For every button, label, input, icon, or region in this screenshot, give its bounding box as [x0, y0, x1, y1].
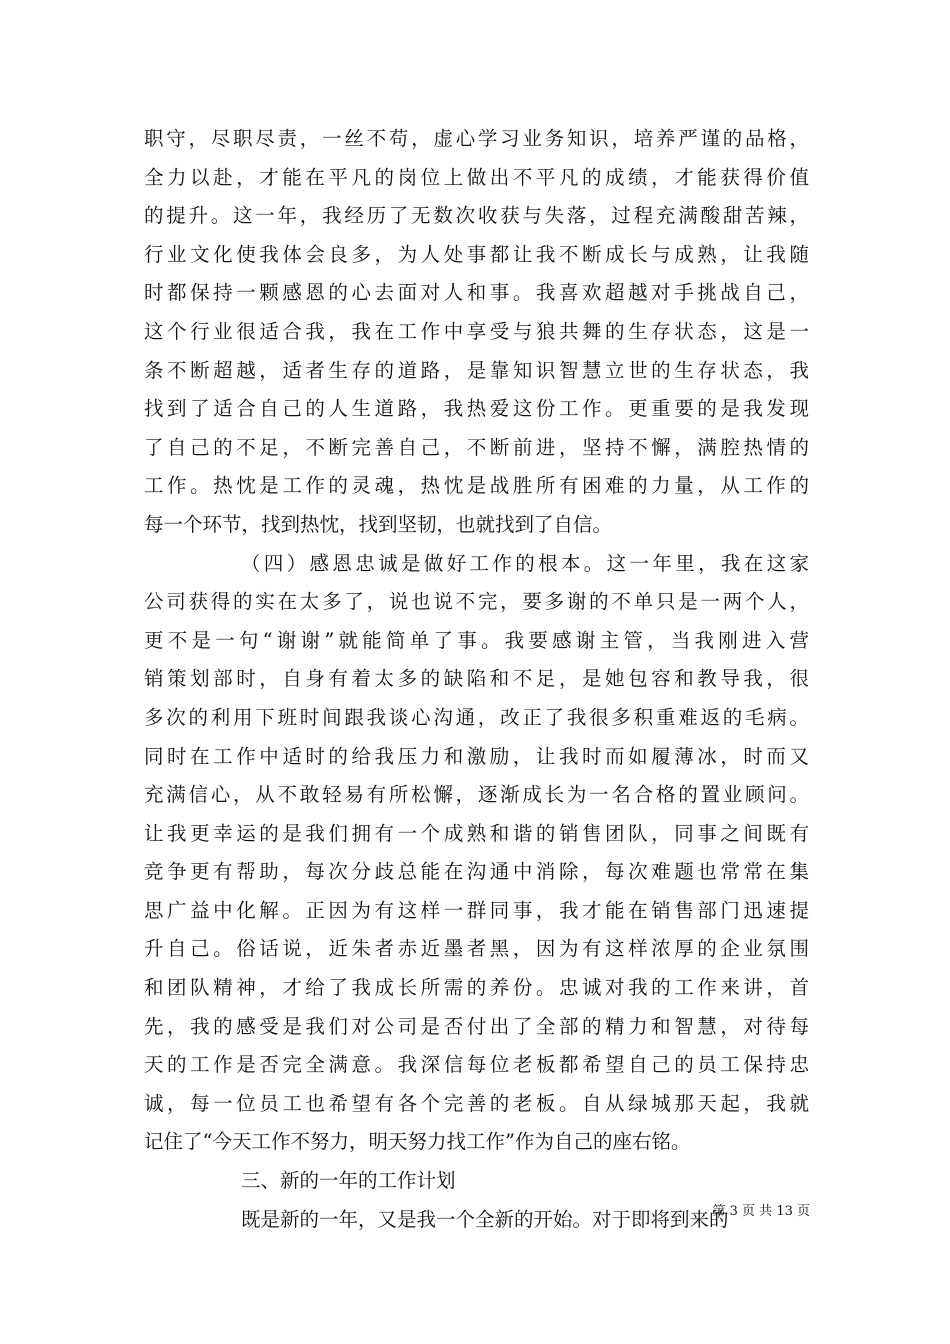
- text-line: 职守，尽职尽责，一丝不苟，虚心学习业务知识，培养严谨的品格，: [144, 127, 809, 150]
- text-line: 思广益中化解。正因为有这样一群同事，我才能在销售部门迅速提: [144, 898, 809, 922]
- text-line: 的提升。这一年，我经历了无数次收获与失落，过程充满酸甜苦辣，: [144, 204, 809, 228]
- text-line: 找到了适合自己的人生道路，我热爱这份工作。更重要的是我发现: [144, 397, 809, 421]
- text-line: 既是新的一年，又是我一个全新的开始。对于即将到来的: [241, 1207, 729, 1231]
- document-body: [144, 120, 809, 1239]
- text-line: 同时在工作中适时的给我压力和激励，让我时而如履薄冰，时而又: [144, 744, 809, 768]
- text-line: 销策划部时，自身有着太多的缺陷和不足，是她包容和教导我，很: [144, 667, 809, 691]
- text-line: 记住了“今天工作不努力，明天努力找工作”作为自己的座右铭。: [144, 1130, 691, 1154]
- paragraph-gratitude-continuation: [144, 120, 809, 545]
- text-line: 行业文化使我体会良多，为人处事都让我不断成长与成熟，让我随: [144, 242, 809, 266]
- text-line: 多次的利用下班时间跟我谈心沟通，改正了我很多积重难返的毛病。: [144, 705, 809, 729]
- text-line: 升自己。俗话说，近朱者赤近墨者黑，因为有这样浓厚的企业氛围: [144, 937, 809, 961]
- text-line: 全力以赴，才能在平凡的岗位上做出不平凡的成绩，才能获得价值: [144, 165, 809, 189]
- heading-work-plan: [144, 1162, 809, 1201]
- paragraph-section-four: [144, 545, 809, 1163]
- text-line: 了自己的不足，不断完善自己，不断前进，坚持不懈，满腔热情的: [144, 435, 809, 459]
- section-heading-line: （四）感恩忠诚是做好工作的根本。这一年里，我在这家: [241, 551, 809, 575]
- text-line: 时都保持一颗感恩的心去面对人和事。我喜欢超越对手挑战自己，: [144, 281, 809, 305]
- text-line: 先，我的感受是我们对公司是否付出了全部的精力和智慧，对待每: [144, 1014, 809, 1038]
- page-number-footer: 第 3 页 共 13 页: [712, 1204, 810, 1219]
- text-line: 条不断超越，适者生存的道路，是靠知识智慧立世的生存状态，我: [144, 358, 809, 382]
- text-line: 让我更幸运的是我们拥有一个成熟和谐的销售团队，同事之间既有: [144, 821, 809, 845]
- text-line: 竞争更有帮助，每次分歧总能在沟通中消除，每次难题也常常在集: [144, 860, 809, 884]
- text-line: 每一个环节，找到热忱，找到坚韧，也就找到了自信。: [144, 512, 613, 536]
- text-line: 诚，每一位员工也希望有各个完善的老板。自从绿城那天起，我就: [144, 1091, 809, 1115]
- text-line: 和团队精神，才给了我成长所需的养份。忠诚对我的工作来讲，首: [144, 976, 809, 1000]
- text-line: 充满信心，从不敢轻易有所松懈，逐渐成长为一名合格的置业顾问。: [144, 783, 809, 807]
- section-heading: 三、新的一年的工作计划: [241, 1169, 456, 1193]
- text-line: 这个行业很适合我，我在工作中享受与狼共舞的生存状态，这是一: [144, 319, 809, 343]
- text-line: 更不是一句“谢谢”就能简单了事。我要感谢主管，当我刚进入营: [144, 628, 809, 652]
- text-line: 公司获得的实在太多了，说也说不完，要多谢的不单只是一两个人，: [144, 590, 809, 614]
- text-line: 天的工作是否完全满意。我深信每位老板都希望自己的员工保持忠: [144, 1053, 809, 1077]
- text-line: 工作。热忱是工作的灵魂，热忱是战胜所有困难的力量，从工作的: [144, 474, 809, 498]
